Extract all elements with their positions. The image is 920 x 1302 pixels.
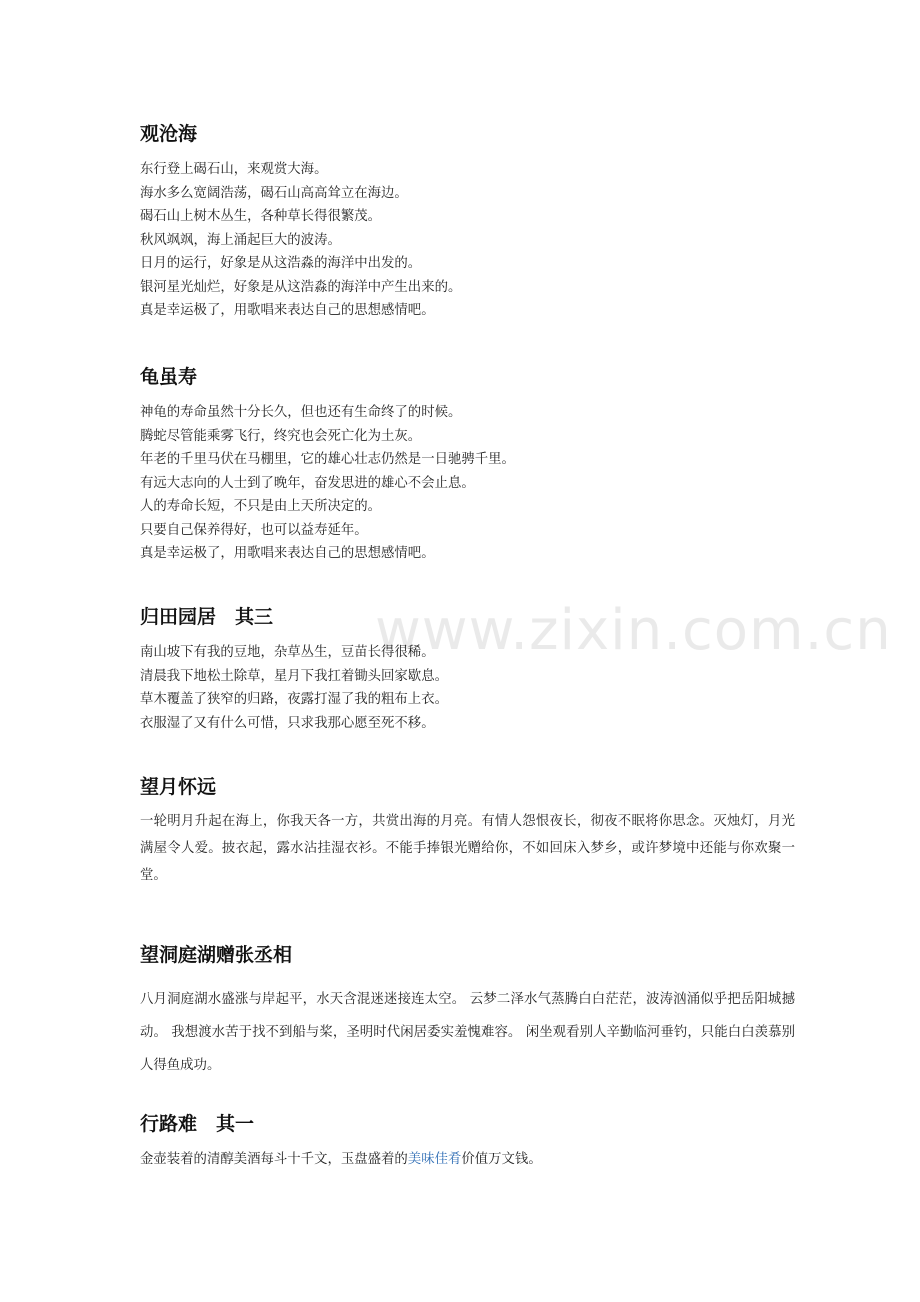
- poem-text: [140, 1146, 795, 1173]
- poem-title: 观沧海: [140, 123, 198, 145]
- poem-section-wang-yue-huai-yuan: [140, 775, 795, 889]
- poem-title: 行路难 其一: [140, 1113, 255, 1135]
- poem-lines: [140, 401, 795, 566]
- poem-title: 望洞庭湖赠张丞相: [140, 944, 293, 966]
- poem-line: 有远大志向的人士到了晚年，奋发思进的雄心不会止息。: [140, 475, 475, 491]
- poem-line: 清晨我下地松土除草，星月下我扛着锄头回家歇息。: [140, 668, 448, 684]
- watermark: www.zixin.com.cn: [375, 598, 892, 663]
- poem-line: 草木覆盖了狭窄的归路，夜露打湿了我的粗布上衣。: [140, 692, 448, 707]
- poem-line: 银河星光灿烂，好象是从这浩淼的海洋中产生出来的。: [140, 279, 462, 295]
- poem-line: 只要自己保养得好，也可以益寿延年。: [140, 522, 368, 538]
- poem-title: 望月怀远: [140, 776, 217, 798]
- poem-line: 日月的运行，好象是从这浩淼的海洋中出发的。: [140, 256, 422, 271]
- poem-text: 一轮明月升起在海上，你我天各一方，共赏出海的月亮。有情人怨恨夜长，彻夜不眠将你思念。灭烛灯，月光满屋令人爱。披衣起，露水沾挂湿衣衫。不能手捧银光赠给你，不如回床入梦乡，或许梦境中还能与你欢聚一堂。: [140, 814, 795, 883]
- poem-title: 龟虽寿: [140, 366, 198, 388]
- poem-line: 真是幸运极了，用歌唱来表达自己的思想感情吧。: [140, 546, 435, 561]
- poem-text-before: 金壶装着的清醇美酒每斗十千文，玉盘盛着的: [140, 1152, 408, 1167]
- poem-lines: [140, 641, 795, 735]
- highlight-link[interactable]: 美味佳肴: [407, 1152, 462, 1167]
- poem-section-xing-lu-nan: [140, 1112, 795, 1173]
- poem-title: 归田园居 其三: [140, 606, 274, 628]
- poem-line: 东行登上碣石山，来观赏大海。: [140, 162, 328, 177]
- poem-line: 神龟的寿命虽然十分长久，但也还有生命终了的时候。: [140, 405, 462, 420]
- poem-section-gui-tian-yuan-ju: [140, 605, 795, 735]
- poem-text-after: 价值万文钱。: [461, 1152, 542, 1167]
- poem-section-guan-cang-hai: [140, 122, 795, 323]
- poem-line: 碣石山上树木丛生，各种草长得很繁茂。: [140, 209, 382, 224]
- poem-line: 海水多么宽阔浩荡，碣石山高高耸立在海边。: [140, 185, 408, 201]
- poem-line: 南山坡下有我的豆地，杂草丛生，豆苗长得很稀。: [140, 645, 435, 660]
- poem-section-wang-dong-ting-hu: [140, 943, 795, 1082]
- poem-line: 腾蛇尽管能乘雾飞行，终究也会死亡化为土灰。: [140, 428, 422, 444]
- poem-section-gui-sui-shou: [140, 365, 795, 566]
- poem-text: 八月洞庭湖水盛涨与岸起平，水天含混迷迷接连太空。 云梦二泽水气蒸腾白白茫茫，波涛汹涌似乎把岳阳城撼动。 我想渡水苦于找不到船与桨，圣明时代闲居委实羞愧难容。 闲坐观看别人辛勤临河垂钓，只能白白羡慕别人得鱼成功。: [140, 992, 795, 1073]
- poem-line: 真是幸运极了，用歌唱来表达自己的思想感情吧。: [140, 303, 435, 318]
- poem-line: 秋风飒飒，海上涌起巨大的波涛。: [140, 232, 341, 248]
- poem-line: 年老的千里马伏在马棚里，它的雄心壮志仍然是一日驰骋千里。: [140, 452, 515, 467]
- poem-line: 人的寿命长短，不只是由上天所决定的。: [140, 499, 382, 514]
- poem-line: 衣服湿了又有什么可惜，只求我那心愿至死不移。: [140, 715, 435, 731]
- poem-lines: [140, 158, 795, 323]
